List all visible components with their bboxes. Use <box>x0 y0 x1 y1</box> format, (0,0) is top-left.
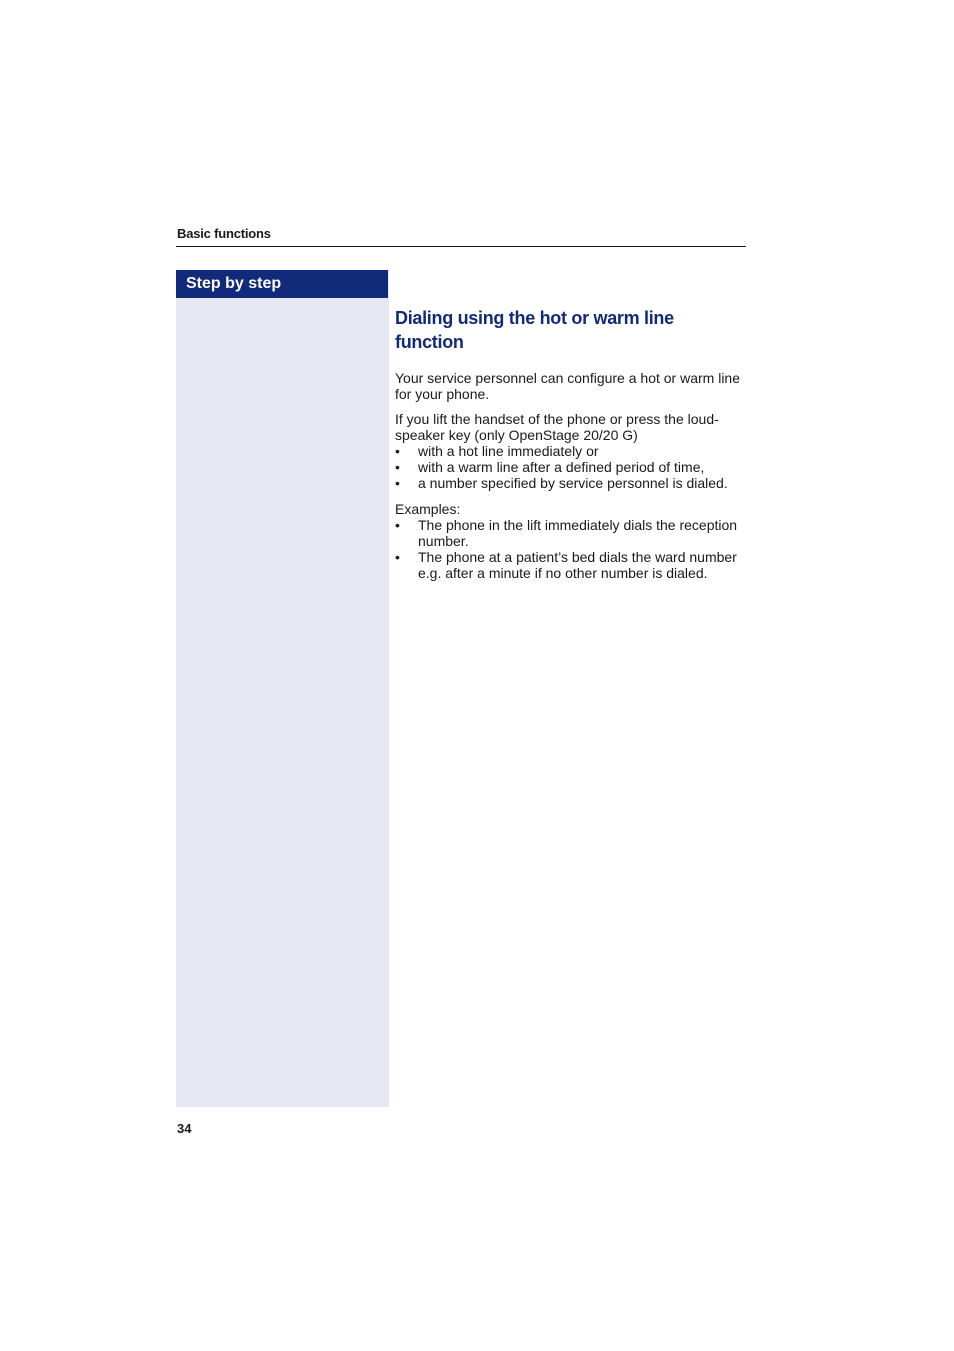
main-content <box>395 306 747 581</box>
list-item: • a number specified by service personnel is dialed. <box>395 475 728 491</box>
bullet-icon: • <box>395 517 400 533</box>
page-number: 34 <box>177 1121 192 1136</box>
list-item: • The phone at a patient’s bed dials the ward number e.g. after a minute if no other number is dialed. <box>395 549 737 581</box>
conditions-list <box>395 443 747 491</box>
bullet-icon: • <box>395 475 400 491</box>
running-header: Basic functions <box>177 226 271 241</box>
step-by-step-column <box>176 270 389 1107</box>
lift-paragraph: If you lift the handset of the phone or press the loud- speaker key (only OpenStage 20/20 G) <box>395 411 719 443</box>
list-item: • The phone in the lift immediately dials the reception number. <box>395 517 738 549</box>
bullet-icon: • <box>395 549 400 565</box>
intro-paragraph: Your service personnel can configure a hot or warm line for your phone. <box>395 370 741 402</box>
examples-label: Examples: <box>395 501 461 517</box>
examples-list <box>395 517 747 581</box>
section-title: Dialing using the hot or warm line function <box>395 308 674 352</box>
list-item: • with a hot line immediately or <box>395 443 599 459</box>
step-by-step-header: Step by step <box>176 270 388 298</box>
header-rule <box>176 246 746 247</box>
bullet-icon: • <box>395 443 400 459</box>
list-item: • with a warm line after a defined period of time, <box>395 459 705 475</box>
bullet-icon: • <box>395 459 400 475</box>
